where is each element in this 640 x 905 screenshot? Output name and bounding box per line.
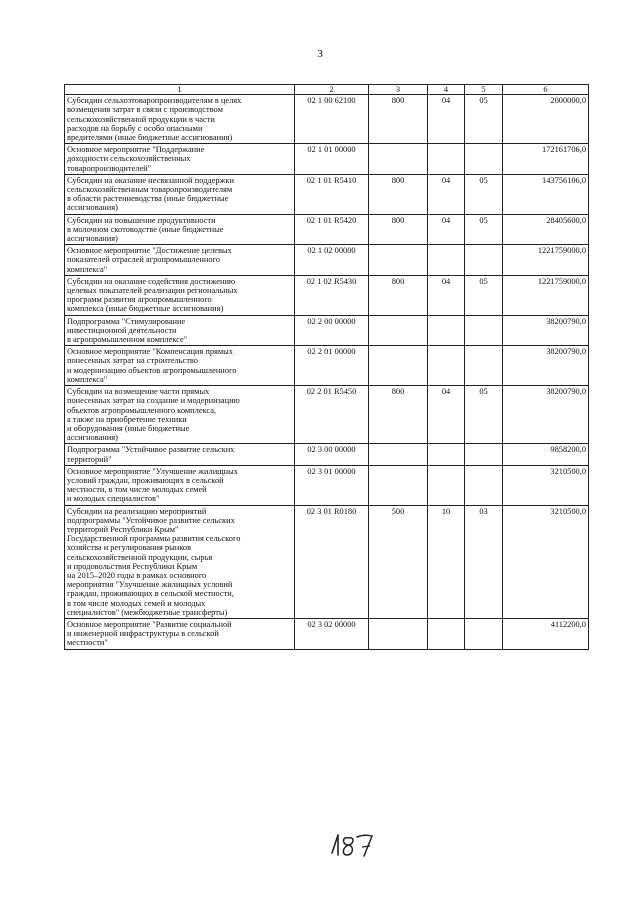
table-row [65,174,589,214]
cell-c3 [369,465,428,505]
cell-name: Основное мероприятие "Развитие социальной и инженерной инфраструктуры в сельской местности" [65,618,295,649]
cell-c4 [428,245,465,276]
page-number: 3 [317,48,323,60]
cell-amount: 28405600,0 [503,214,589,245]
cell-c4 [428,618,465,649]
cell-c3: 800 [369,95,428,144]
cell-c4: 04 [428,174,465,214]
cell-c3: 800 [369,386,428,444]
cell-amount: 38200790,0 [503,346,589,386]
handwritten-page-mark [326,828,376,862]
table-row [65,95,589,144]
cell-c5: 05 [465,95,503,144]
table-row [65,465,589,505]
cell-code: 02 1 01 R5410 [295,174,369,214]
table-row [65,144,589,175]
cell-c5 [465,245,503,276]
cell-amount: 38200790,0 [503,315,589,346]
cell-c5 [465,618,503,649]
cell-c3 [369,618,428,649]
cell-amount: 1221759000,0 [503,245,589,276]
header-row [65,85,589,95]
cell-code: 02 3 01 00000 [295,465,369,505]
cell-code: 02 1 02 R5430 [295,275,369,315]
cell-c5: 03 [465,505,503,618]
cell-c4 [428,315,465,346]
cell-code: 02 3 00 00000 [295,444,369,465]
cell-name: Основное мероприятие "Компенсация прямых понесенных затрат на строительство и модернизацию объектов агропромышленного комплекса" [65,346,295,386]
budget-table [64,84,589,650]
cell-code: 02 2 01 R5450 [295,386,369,444]
table-row [65,346,589,386]
cell-code: 02 1 00 62100 [295,95,369,144]
cell-c4: 04 [428,275,465,315]
cell-c3: 500 [369,505,428,618]
cell-c5 [465,444,503,465]
cell-c5: 05 [465,275,503,315]
cell-name: Основное мероприятие "Достижение целевых показателей отраслей агропромышленного комплекса" [65,245,295,276]
cell-amount: 9858200,0 [503,444,589,465]
cell-name: Субсидии на оказание несвязанной поддержки сельскохозяйственным товаропроизводителям в области растениеводства (иные бюджетные ассигнования) [65,174,295,214]
cell-c5: 05 [465,386,503,444]
cell-c4 [428,144,465,175]
cell-c4: 04 [428,214,465,245]
cell-code: 02 1 01 00000 [295,144,369,175]
cell-c5: 05 [465,174,503,214]
header-cell: 6 [503,85,589,95]
cell-c3: 800 [369,174,428,214]
table-row [65,275,589,315]
cell-code: 02 3 02 00000 [295,618,369,649]
cell-c3 [369,444,428,465]
table-row [65,315,589,346]
cell-c4 [428,444,465,465]
cell-c3: 800 [369,275,428,315]
cell-c5 [465,346,503,386]
cell-c4: 10 [428,505,465,618]
cell-amount: 2000000,0 [503,95,589,144]
table-row [65,386,589,444]
cell-code: 02 2 00 00000 [295,315,369,346]
cell-code: 02 1 02 00000 [295,245,369,276]
cell-c4: 04 [428,95,465,144]
cell-c5: 05 [465,214,503,245]
cell-c3 [369,315,428,346]
cell-name: Подпрограмма "Стимулирование инвестиционной деятельности в агропромышленном комплексе" [65,315,295,346]
cell-c3 [369,245,428,276]
header-cell: 4 [428,85,465,95]
header-cell: 1 [65,85,295,95]
cell-c5 [465,144,503,175]
cell-name: Субсидии на оказание содействия достижению целевых показателей реализации региональных программ развития агропромышленного комплекса (иные бюджетные ассигнования) [65,275,295,315]
cell-c5 [465,315,503,346]
cell-name: Субсидии сельхозтоваропроизводителям в целях возмещения затрат в связи с производством сельскохозяйственной продукции в части расходов на борьбу с особо опасными вредителями (иные бюджетные ассигнования) [65,95,295,144]
header-cell: 2 [295,85,369,95]
cell-amount: 4112200,0 [503,618,589,649]
table-row [65,214,589,245]
table-row [65,618,589,649]
cell-name: Субсидии на повышение продуктивности в молочном скотоводстве (иные бюджетные ассигнования) [65,214,295,245]
cell-name: Субсидии на реализацию мероприятий подпрограммы "Устойчивое развитие сельских территорий Республики Крым" Государственной программы развития сельского хозяйства и регулирования рынков сельскохозяйственной продукции, сырья и продовольствия Республики Крым на 2015–2020 годы в рамках основного мероприятия "Улучшение жилищных условий граждан, проживающих в сельской местности, в том числе молодых семей и молодых специалистов" (межбюджетные трансферты) [65,505,295,618]
cell-c4 [428,346,465,386]
cell-amount: 143756106,0 [503,174,589,214]
cell-code: 02 2 01 00000 [295,346,369,386]
cell-name: Основное мероприятие "Поддержание доходности сельскохозяйственных товаропроизводителей" [65,144,295,175]
cell-c5 [465,465,503,505]
header-cell: 5 [465,85,503,95]
cell-c3: 800 [369,214,428,245]
table-row [65,245,589,276]
table-row [65,444,589,465]
cell-name: Подпрограмма "Устойчивое развитие сельских территорий" [65,444,295,465]
cell-name: Субсидии на возмещение части прямых понесенных затрат на создание и модернизацию объектов агропромышленного комплекса, а также на приобретение техники и оборудования (иные бюджетные ассигнования) [65,386,295,444]
cell-c4 [428,465,465,505]
cell-amount: 38200790,0 [503,386,589,444]
cell-amount: 3210500,0 [503,505,589,618]
cell-code: 02 1 01 R5420 [295,214,369,245]
header-cell: 3 [369,85,428,95]
cell-code: 02 3 01 R0180 [295,505,369,618]
table-row [65,505,589,618]
cell-amount: 3210500,0 [503,465,589,505]
cell-c4: 04 [428,386,465,444]
cell-amount: 1221759000,0 [503,275,589,315]
cell-amount: 172161706,0 [503,144,589,175]
cell-c3 [369,144,428,175]
cell-name: Основное мероприятие "Улучшение жилищных условий граждан, проживающих в сельской местности, в том числе молодых семей и молодых специалистов" [65,465,295,505]
cell-c3 [369,346,428,386]
